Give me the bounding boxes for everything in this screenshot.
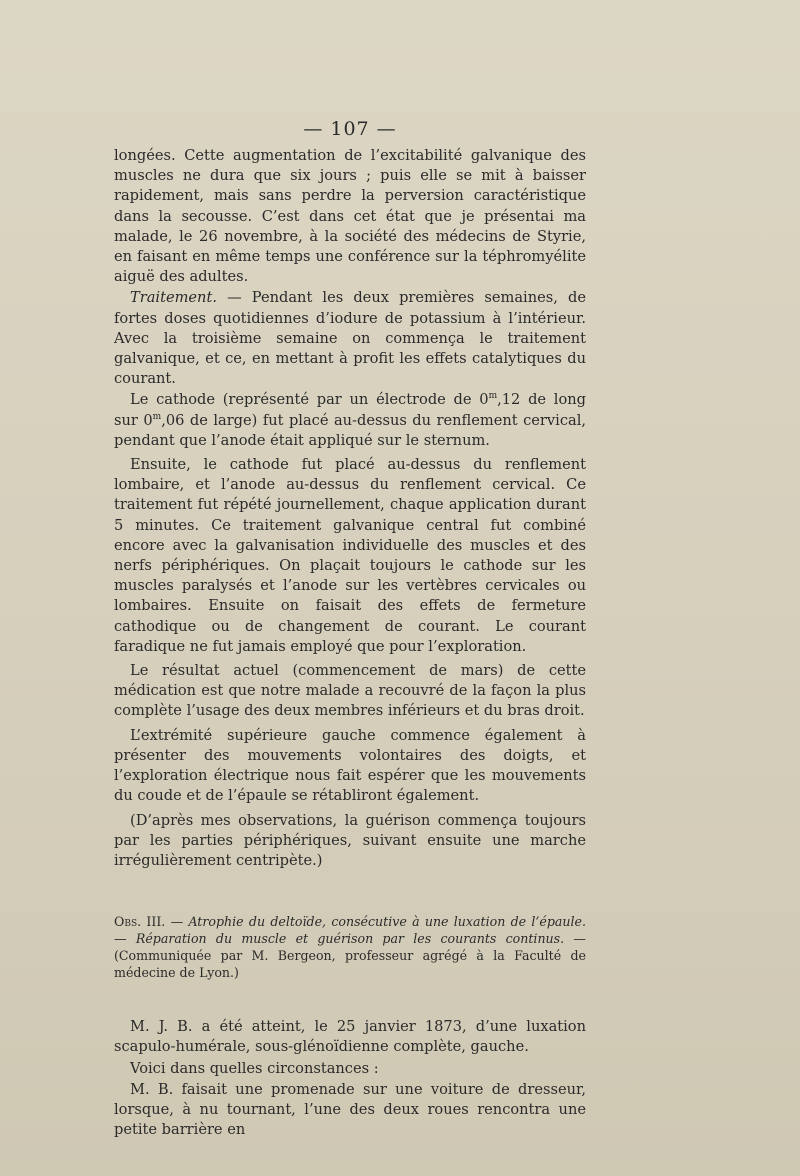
paragraph-treatment: [114, 288, 586, 389]
observation-title: Atrophie du deltoïde, consécutive à une luxation de l’épaule. — Réparation du muscle et guérison par les courants continus.: [114, 914, 586, 947]
paragraph-procedure: Ensuite, le cathode fut placé au-dessus du renflement lombaire, et l’anode au-dessus du renflement cervical. Ce traitement fut répété journellement, chaque application durant 5 minutes. Ce traitement galvanique central fut combiné encore avec la galvanisation individuelle des muscles et des nerfs périphériques. On plaçait toujours le cathode sur les muscles paralysés et l’anode sur les vertèbres cervicales ou lombaires. Ensuite on faisait des effets de fermeture cathodique ou de changement de courant. Le courant faradique ne fut jamais employé que pour l’exploration.: [114, 456, 586, 655]
paragraph-case-story: M. B. faisait une promenade sur une voiture de dresseur, lorsque, à nu tournant, l’une des deux roues rencontra une petite barrière en: [114, 1080, 586, 1139]
paragraph-cathode: [114, 390, 586, 451]
unit-superscript: m: [488, 391, 498, 402]
treatment-label: Traitement.: [130, 289, 217, 307]
paragraph-result: Le résultat actuel (commencement de mars) de cette médication est que notre malade a recouvré de la façon la plus complète l’usage des deux membres inférieurs et du bras droit.: [114, 662, 586, 720]
observation-heading: [114, 913, 586, 981]
paragraph-circumstances: Voici dans quelles circonstances :: [130, 1059, 379, 1077]
observation-credit: — (Communiquée par M. Bergeon, professeur agrégé à la Faculté de médecine de Lyon.): [114, 931, 586, 981]
cathode-text-b: ,12 de long sur 0: [114, 391, 586, 429]
page-content: [114, 146, 586, 1140]
observation-label: Obs. III.: [114, 914, 166, 930]
page-number: — 107 —: [303, 118, 397, 140]
paragraph-observation-note: (D’après mes observations, la guérison commença toujours par les parties périphériques, suivant ensuite une marche irrégulièrement centripète.): [114, 811, 586, 869]
observation-dash: —: [165, 914, 189, 930]
unit-superscript: m: [152, 411, 162, 422]
paragraph-upper-limb: L’extrémité supérieure gauche commence également à présenter des mouvements volontaires des doigts, et l’exploration électrique nous fait espérer que les mouvements du coude et de l’épaule se rétabliront également.: [114, 726, 586, 805]
paragraph-case-intro: M. J. B. a été atteint, le 25 janvier 1873, d’une luxation scapulo-humérale, sous-glénoïdienne complète, gauche.: [114, 1018, 586, 1056]
treatment-text: — Pendant les deux premières semaines, de fortes doses quotidiennes d’iodure de potassium à l’intérieur. Avec la troisième semaine on commença le traitement galvanique, et ce, en mettant à profit les effets catalytiques du courant.: [114, 289, 586, 388]
cathode-text-c: ,06 de large) fut placé au-dessus du renflement cervical, pendant que l’anode était appliqué sur le sternum.: [114, 411, 586, 449]
cathode-text-a: Le cathode (représenté par un électrode de 0: [130, 391, 489, 409]
paragraph-continuation: longées. Cette augmentation de l’excitabilité galvanique des muscles ne dura que six jours ; puis elle se mit à baisser rapidement, mais sans perdre la perversion caractéristique dans la secousse. C’est dans cet état que je présentai ma malade, le 26 novembre, à la société des médecins de Styrie, en faisant en même temps une conférence sur la téphromyélite aiguë des adultes.: [114, 147, 586, 286]
